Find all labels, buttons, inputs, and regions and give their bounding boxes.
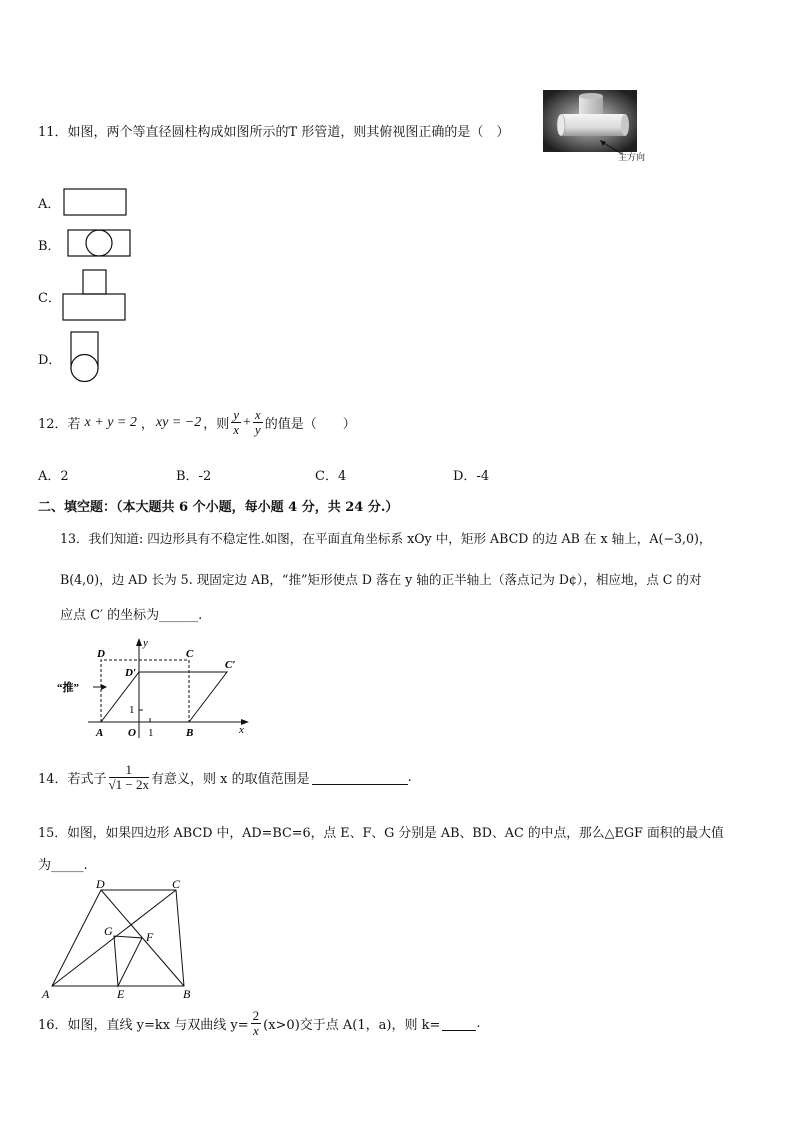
q14-frac-den: √1 − 2x: [108, 777, 150, 792]
q12-condition-1: x + y = 2: [84, 414, 137, 430]
q15-line-2: 为_____.: [38, 858, 88, 873]
q16-frac-den: x: [252, 1023, 259, 1038]
section-2-title: 二、填空题：（本大题共 6 个小题，每小题 4 分，共 24 分.）: [38, 500, 399, 515]
q16-frac-num: 2: [252, 1008, 260, 1023]
q12-condition-2: xy = −2: [155, 414, 202, 430]
q16-fraction: [251, 1009, 262, 1038]
q11-option-a-label: A．: [38, 197, 61, 212]
q15-label-a: A: [42, 987, 50, 1000]
main-direction-label: 主方向: [618, 153, 646, 163]
q13-push-label: “推”: [57, 682, 79, 694]
q13-label-b: B: [186, 727, 194, 739]
q12-frac1-num: y: [233, 407, 240, 422]
q15-label-b: B: [183, 987, 191, 1000]
q14-frac-num: 1: [109, 763, 149, 778]
q13-line-1: 13．我们知道: 四边形具有不稳定性.如图，在平面直角坐标系 xOy 中，矩形 ABCD 的边 AB 在 x 轴上，A(−3,0)，: [60, 531, 712, 546]
q13-label-y: y: [143, 637, 148, 649]
q12-frac2-den: y: [254, 422, 261, 437]
q14-period: .: [407, 770, 412, 785]
q13-label-d-prime: D′: [125, 667, 137, 679]
q11-stem: 11．如图，两个等直径圆柱构成如图所示的T 形管道，则其俯视图正确的是（ ）: [38, 125, 510, 140]
q11-option-d-figure: [70, 331, 102, 385]
q16-stem: [38, 1009, 481, 1038]
q15-label-e: E: [117, 987, 125, 1000]
q13-label-c-prime: C′: [225, 659, 236, 671]
q13-label-d: D: [97, 648, 105, 660]
q16-stem-start: 16．如图，直线 y=kx 与双曲线 y=: [38, 1018, 249, 1033]
q14-answer-blank[interactable]: [312, 770, 408, 785]
q15-label-d: D: [96, 877, 105, 891]
q12-option-d: D．-4: [453, 469, 490, 484]
q11-option-c-label: C．: [38, 291, 61, 306]
q14-fraction: [109, 763, 149, 792]
q16-period: .: [476, 1016, 481, 1031]
q14-stem-end: 有意义，则 x 的取值范围是: [151, 772, 310, 787]
q13-parallelogram: [101, 672, 227, 722]
q12-fraction-2: [253, 408, 263, 437]
q12-comma: ，: [140, 417, 154, 432]
q13-original-rectangle: [101, 660, 189, 722]
q12-frac2-num: x: [254, 407, 261, 422]
q13-label-c: C: [186, 648, 194, 660]
q13-label-one-x: 1: [148, 727, 154, 739]
q16-stem-mid: (x>0)交于点 A(1，a)，则 k=: [263, 1018, 441, 1033]
q15-figure: [38, 876, 198, 1000]
q12-option-a: A．2: [38, 469, 69, 484]
q15-label-c: C: [172, 877, 181, 891]
q13-figure: [55, 630, 255, 740]
q15-quadrilateral: [52, 890, 184, 986]
q12-fraction-1: [231, 408, 241, 437]
q12-option-b: B．-2: [176, 469, 212, 484]
q14-stem-start: 14．若式子: [38, 772, 107, 787]
q12-stem: [38, 408, 356, 437]
q13-line-3: 应点 C′ 的坐标为______.: [60, 608, 203, 623]
q14-stem: [38, 763, 412, 792]
q12-plus: +: [243, 414, 251, 430]
q11-option-c-figure: [62, 269, 128, 323]
q13-label-one-y: 1: [129, 704, 135, 716]
q12-option-c: C．4: [315, 469, 347, 484]
q15-label-f: F: [146, 930, 154, 944]
q16-answer-blank[interactable]: [442, 1016, 476, 1031]
q12-stem-start: 12．若: [38, 417, 81, 432]
q11-option-a-figure: [63, 188, 129, 218]
q12-frac1-den: x: [233, 422, 240, 437]
q13-y-arrow: [136, 638, 142, 646]
q12-stem-end: 的值是（ ）: [264, 417, 356, 432]
q12-then: ，则: [203, 417, 230, 432]
q11-option-d-label: D．: [38, 353, 62, 368]
q13-label-o: O: [128, 727, 136, 739]
q11-option-b-label: B．: [38, 239, 61, 254]
q11-option-b-figure: [67, 228, 133, 260]
q13-line-2: B(4,0)，边 AD 长为 5. 现固定边 AB，“推”矩形使点 D 落在 y 轴的正半轴上（落点记为 D¢），相应地，点 C 的对: [60, 572, 702, 587]
q15-triangle-egf: [114, 936, 142, 986]
q13-label-x: x: [239, 724, 244, 736]
q13-label-a: A: [96, 727, 104, 739]
q15-line-1: 15．如图，如果四边形 ABCD 中，AD=BC=6，点 E、F、G 分别是 AB、BD、AC 的中点，那么△EGF 面积的最大值: [38, 826, 724, 841]
q15-label-g: G: [104, 924, 113, 938]
